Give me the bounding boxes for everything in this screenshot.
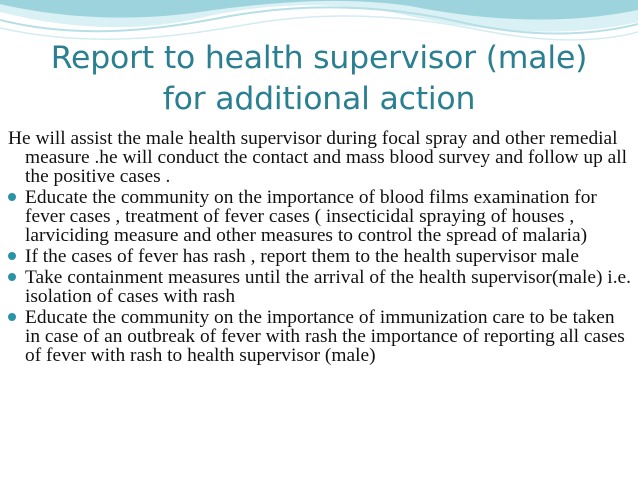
bullet-text: Educate the community on the importance of immunization care to be taken in case of an outbreak of fever with rash the importance of reporting all cases of fever with rash to health supervisor (male) <box>25 307 625 366</box>
title-line-2: for additional action <box>162 81 476 117</box>
slide-title <box>0 38 638 120</box>
bullet-item-3 <box>8 268 634 306</box>
bullet-icon <box>8 273 16 281</box>
bullet-text: If the cases of fever has rash , report them to the health supervisor male <box>25 246 580 267</box>
bullet-list <box>8 188 634 365</box>
bullet-icon <box>8 252 16 260</box>
bullet-text: Educate the community on the importance of blood films examination for fever cases , treatment of fever cases ( insecticidal spraying of houses , larviciding measure and other measures to control the spread of malaria) <box>25 187 597 246</box>
title-line-1: Report to health supervisor (male) <box>50 40 588 76</box>
bullet-icon <box>8 193 16 201</box>
bullet-text: Take containment measures until the arrival of the health supervisor(male) i.e. isolation of cases with rash <box>25 267 631 307</box>
bullet-item-1 <box>8 188 634 245</box>
bullet-icon <box>8 313 16 321</box>
bullet-item-2 <box>8 247 634 266</box>
slide-body <box>8 129 634 365</box>
intro-paragraph: He will assist the male health supervisor during focal spray and other remedial measure .he will conduct the contact and mass blood survey and follow up all the positive cases . <box>8 128 628 187</box>
bullet-item-4 <box>8 308 634 365</box>
